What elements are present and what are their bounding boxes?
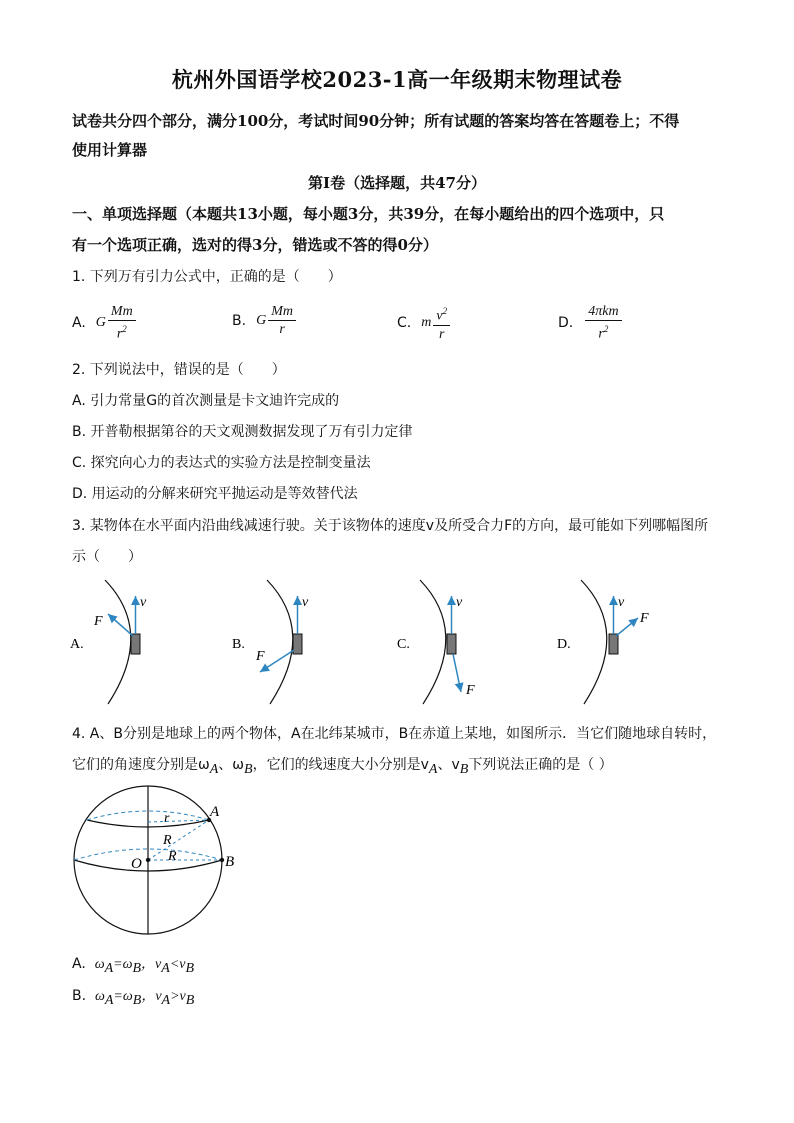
point-b — [220, 858, 224, 862]
force-label: F — [466, 683, 475, 698]
curved-path — [105, 580, 131, 704]
part1-line-1: 一、单项选择题（本题共13小题，每小题3分，共39分，在每小题给出的四个选项中，只 — [72, 205, 665, 223]
subscript: A — [104, 992, 114, 1008]
intro-line-2: 使用计算器 — [72, 141, 148, 159]
numerator: 4πkm — [585, 303, 621, 321]
subscript: B — [132, 960, 142, 976]
option-label: B. — [72, 988, 87, 1004]
q4-option-a[interactable] — [72, 953, 194, 977]
label-b: B — [225, 854, 235, 870]
denominator: r — [598, 326, 604, 342]
object-block — [447, 634, 456, 654]
q4-earth-figure — [66, 782, 246, 942]
q1-option-d[interactable] — [558, 303, 622, 343]
velocity-label: v — [456, 595, 463, 610]
equals-omega: =ω — [113, 957, 133, 972]
subscript: B — [459, 761, 469, 777]
label-r: r — [164, 811, 170, 826]
equals-omega: =ω — [113, 989, 133, 1004]
denominator: r — [279, 322, 285, 337]
formula-fraction — [433, 303, 450, 343]
q4-option-b[interactable] — [72, 985, 194, 1009]
q3-figure-c[interactable] — [397, 580, 475, 704]
option-label: D. — [558, 314, 574, 331]
stem-text: 、ω — [218, 757, 245, 773]
q2-stem: 2. 下列说法中，错误的是（ ） — [72, 362, 286, 378]
subscript: B — [132, 992, 142, 1008]
numerator-exponent: 2 — [442, 306, 448, 316]
object-block — [293, 634, 302, 654]
q2-option-d[interactable]: D. 用运动的分解来研究平抛运动是等效替代法 — [72, 486, 358, 502]
option-label: A. — [72, 956, 86, 972]
formula-prefix: G — [95, 314, 106, 330]
denominator-exponent: 2 — [122, 324, 127, 334]
stem-text: 它们的角速度分别是ω — [72, 757, 210, 773]
q2-option-b[interactable]: B. 开普勒根据第谷的天文观测数据发现了万有引力定律 — [72, 424, 413, 440]
label-o: O — [131, 856, 142, 872]
comparison: <v — [169, 957, 186, 972]
numerator: Mm — [268, 303, 296, 321]
formula-fraction — [585, 303, 621, 343]
stem-text: 下列说法正确的是（ ） — [468, 757, 613, 773]
q3-stem-line-1: 3. 某物体在水平面内沿曲线减速行驶。关于该物体的速度v及所受合力F的方向，最可能如下列哪幅图所 — [72, 518, 709, 534]
subscript: A — [104, 960, 114, 976]
q3-figure-b[interactable] — [232, 580, 309, 704]
curved-path — [420, 580, 446, 704]
force-arrow — [260, 650, 294, 672]
formula-prefix: m — [421, 314, 432, 330]
q3-figures — [60, 572, 740, 712]
subscript: A — [161, 992, 171, 1008]
q3-stem-line-2: 示（ ） — [72, 549, 142, 565]
q1-option-b[interactable] — [232, 303, 296, 338]
velocity-symbol: ，v — [141, 957, 162, 972]
option-label: B. — [232, 312, 247, 329]
force-arrow — [616, 618, 638, 636]
figure-label: B. — [232, 637, 245, 652]
figure-label: A. — [70, 637, 84, 652]
omega: ω — [94, 989, 105, 1004]
option-label: A. — [72, 314, 86, 331]
force-arrow — [453, 654, 461, 692]
force-label: F — [94, 614, 103, 629]
comparison: >v — [170, 989, 186, 1004]
q4-stem-line-2 — [72, 754, 613, 778]
stem-text: 、v — [437, 757, 460, 773]
denominator: r — [438, 326, 445, 342]
q1-stem: 1. 下列万有引力公式中，正确的是（ ） — [72, 269, 342, 285]
figure-label: C. — [397, 637, 410, 652]
subscript: B — [185, 992, 195, 1008]
q3-figure-d[interactable] — [557, 580, 649, 704]
part1-line-2: 有一个选项正确，选对的得3分，错选或不答的得0分） — [72, 236, 438, 254]
subscript: A — [209, 761, 219, 777]
q4-stem-line-1: 4. A、B分别是地球上的两个物体，A在北纬某城市，B在赤道上某地，如图所示．当它们随地球自转时， — [72, 726, 717, 742]
label-r-upper: R — [163, 833, 172, 848]
intro-line-1: 试卷共分四个部分，满分100分，考试时间90分钟；所有试题的答案均答在答题卷上；不得 — [72, 112, 680, 130]
denominator: r — [116, 326, 123, 342]
numerator: Mm — [108, 303, 136, 321]
object-block — [609, 634, 618, 654]
velocity-label: v — [618, 595, 625, 610]
page-title: 杭州外国语学校2023-1高一年级期末物理试卷 — [171, 67, 623, 92]
numerator: v — [436, 308, 443, 324]
q1-option-a[interactable] — [72, 303, 136, 343]
velocity-label: v — [302, 595, 309, 610]
formula-fraction — [108, 303, 136, 343]
force-label: F — [640, 611, 649, 626]
label-a: A — [210, 804, 220, 820]
formula-prefix: G — [256, 312, 267, 328]
point-o — [146, 858, 150, 862]
q2-option-c[interactable]: C. 探究向心力的表达式的实验方法是控制变量法 — [72, 455, 371, 471]
denominator-exponent: 2 — [603, 324, 609, 334]
subscript: A — [161, 960, 170, 976]
section-header: 第I卷（选择题，共47分） — [308, 174, 486, 192]
velocity-symbol: ，v — [141, 989, 162, 1004]
curved-path — [581, 580, 607, 704]
subscript: B — [185, 960, 195, 976]
q3-figure-a[interactable] — [70, 580, 147, 704]
stem-text: ，它们的线速度大小分别是v — [252, 757, 429, 773]
subscript: A — [428, 761, 438, 777]
formula-fraction — [268, 303, 296, 338]
figure-label: D. — [557, 637, 571, 652]
subscript: B — [244, 761, 253, 777]
option-label: C. — [397, 314, 412, 331]
curved-path — [267, 580, 293, 704]
q1-option-c[interactable] — [397, 303, 450, 343]
object-block — [131, 634, 140, 654]
force-label: F — [256, 649, 265, 664]
q2-option-a[interactable]: A. 引力常量G的首次测量是卡文迪许完成的 — [72, 393, 340, 409]
omega: ω — [94, 957, 105, 972]
label-r-lower: R — [168, 849, 177, 864]
velocity-label: v — [140, 595, 147, 610]
